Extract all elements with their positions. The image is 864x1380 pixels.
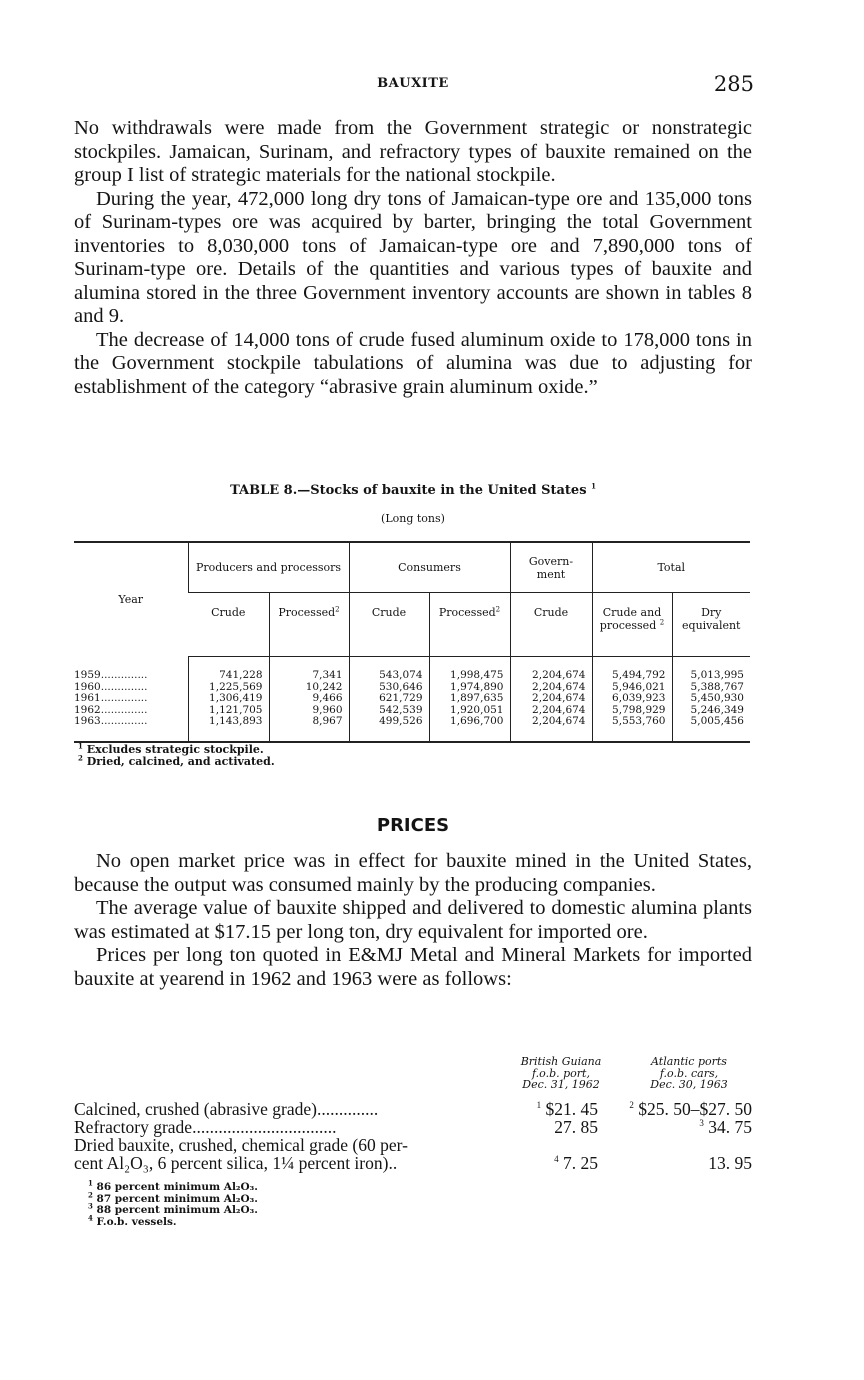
prices-text <box>74 850 752 991</box>
table-caption: TABLE 8.—Stocks of bauxite in the United States $^1$ <box>230 481 596 498</box>
table-row: 1959.............. 741,228 7,341 543,074 1,998,475 2,204,674 5,494,792 5,013,995 <box>74 657 750 682</box>
page-number: 285 <box>713 72 754 96</box>
paragraph: The average value of bauxite shipped and delivered to domestic alumina plants was estimated at $17.15 per long ton, dry equivalent for imported ore. <box>74 897 752 943</box>
header-total: Total <box>592 542 750 593</box>
paragraph: During the year, 472,000 long dry tons of Jamaican-type ore and 135,000 tons of Surinam-types ore was acquired by barter, bringing the total Government inventories to 8,030,000 tons of Jamaican-type ore and 7,890,000 tons of Surinam-type ore. Details of the quantities and various types of bauxite and alumina stored in the three Government inventory accounts are shown in tables 8 and 9. <box>74 187 752 327</box>
subheader-dry-equivalent: Dry equivalent <box>672 593 750 657</box>
subheader-crude-and-processed: Crude and processed $^2$ <box>592 593 672 657</box>
subheader-processed: Processed$^2$ <box>269 593 349 657</box>
table-row: 1962.............. 1,121,705 9,960 542,539 1,920,051 2,204,674 5,798,929 5,246,349 <box>74 705 750 717</box>
running-head: BAUXITE <box>377 76 449 91</box>
paragraph: The decrease of 14,000 tons of crude fused aluminum oxide to 178,000 tons in the Government stockpile tabulations of alumina was due to adjusting for establishment of the category “abrasive grain aluminum oxide.” <box>74 328 752 398</box>
header-year: Year <box>74 542 188 657</box>
header-government: Govern- ment <box>510 542 592 593</box>
bauxite-stocks-table <box>74 541 750 743</box>
footnote: $^2$ 87 percent minimum Al₂O₃. <box>88 1190 258 1205</box>
paragraph: No withdrawals were made from the Government strategic or nonstrategic stockpiles. Jamaican, Surinam, and refractory types of bauxite remained on the group I list of strategic materials for the national stockpile. <box>74 117 752 186</box>
subheader-crude: Crude <box>188 593 269 657</box>
table-row: 1963.............. 1,143,893 8,967 499,526 1,696,700 2,204,674 5,553,760 5,005,456 <box>74 716 750 742</box>
footnote-ref: 1 <box>591 481 596 491</box>
column-header-british-guiana: British Guiana f.o.b. port, Dec. 31, 1962 <box>520 1055 602 1091</box>
paragraph: Prices per long ton quoted in E&MJ Metal and Mineral Markets for imported bauxite at yearend in 1962 and 1963 were as follows: <box>74 944 752 990</box>
intro-text <box>74 117 752 399</box>
subheader-crude: Crude <box>349 593 429 657</box>
footnote: $^2$ Dried, calcined, and activated. <box>78 753 275 768</box>
table-footnotes <box>78 741 275 768</box>
document-page: BAUXITE 285 No withdrawals were made from the Government strategic or nonstrategic stockpiles. Jamaican, Surinam, and refractory types of bauxite remained on the group I list of strategic materials for the national stockpile. During the year, 472,000 long dry tons of Jamaican-type ore and 135,000 tons of Surinam-types ore was acquired by barter, bringing the total Government inventories to 8,030,000 tons of Jamaican-type ore and 7,890,000 tons of Surinam-type ore. Details of the quantities and various types of bauxite and alumina stored in the three Government inventory accounts are shown in tables 8 and 9. The decrease of 14,000 tons of crude fused aluminum oxide to 178,000 tons in the Government stockpile tabulations of alumina was due to adjusting for establishment of the category “abrasive grain aluminum oxide.” TABLE 8.—Stocks of bauxite in the United States $^1$ (Long tons) Year Producers and processors Consumers Govern- ment Total Crude Processed$^2$ Crude Processed$^2$ Crude Crude and processed $^2$ Dry equivalent 1959.............. 741,228 7,341 543,074 1,998,475 2,204,674 5,494,792 5,013,995 1960.............. 1,225,569 10,242 530,646 1,974,890 2,204,674 5,946,021 5,388,767 1961.............. 1,306,419 9,466 621,729 1,897,635 2,204,674 6,039,923 5,450,930 1962.............. 1,121,705 9,960 542,539 1,920,051 2,204,674 5,798,929 5,246,349 1963.............. 1,143,893 8,967 499,526 1,696,700 2,204,674 5,553,760 5,005,456 $^1$ Excludes strategic stockpile. $^2$ Dried, calcined, and activated. PRICES No open market price was in effect for bauxite mined in the United States, because the output was consumed mainly by the producing companies. The average value of bauxite shipped and delivered to domestic alumina plants was estimated at $17.15 per long ton, dry equivalent for imported ore. Prices per long ton quoted in E&MJ Metal and Mineral Markets for imported bauxite at yearend in 1962 and 1963 were as follows: British Guiana f.o.b. port, Dec. 31, 1962 Atlantic ports f.o.b. cars, Dec. 30, 1963 Calcined, crushed (abrasive grade).............. $^1$ $21. 45 $^2$ $25. 50–$27. 50 Refractory grade................................. 27. 85 $^3$ 34. 75 Dried bauxite, crushed, chemical grade (60 per- cent Al₂O₃, 6 percent silica, 1¼ percent iron).. $^4$ 7. 25 13. 95 $^1$ 86 percent minimum Al₂O₃. $^2$ 87 percent minimum Al₂O₃. $^3$ 88 percent minimum Al₂O₃. $^4$ F.o.b. vessels. <box>74 72 754 1228</box>
subheader-crude: Crude <box>510 593 592 657</box>
footnote: $^1$ Excludes strategic stockpile. <box>78 741 264 756</box>
paragraph: No open market price was in effect for bauxite mined in the United States, because the output was consumed mainly by the producing companies. <box>74 850 752 896</box>
footnote: $^3$ 88 percent minimum Al₂O₃. <box>88 1201 258 1216</box>
column-header-atlantic-ports: Atlantic ports f.o.b. cars, Dec. 30, 1963 <box>650 1055 728 1091</box>
table-subcaption: (Long tons) <box>381 512 445 525</box>
table-row: 1961.............. 1,306,419 9,466 621,729 1,897,635 2,204,674 6,039,923 5,450,930 <box>74 693 750 705</box>
footnote: $^1$ 86 percent minimum Al₂O₃. <box>88 1178 258 1193</box>
header-consumers: Consumers <box>349 542 510 593</box>
price-footnotes <box>88 1178 258 1228</box>
header-producers: Producers and processors <box>188 542 349 593</box>
subheader-processed: Processed$^2$ <box>429 593 510 657</box>
table-row: 1960.............. 1,225,569 10,242 530,646 1,974,890 2,204,674 5,946,021 5,388,767 <box>74 682 750 694</box>
section-heading: PRICES <box>376 815 450 836</box>
footnote: $^4$ F.o.b. vessels. <box>88 1213 177 1228</box>
page-header <box>74 72 752 102</box>
